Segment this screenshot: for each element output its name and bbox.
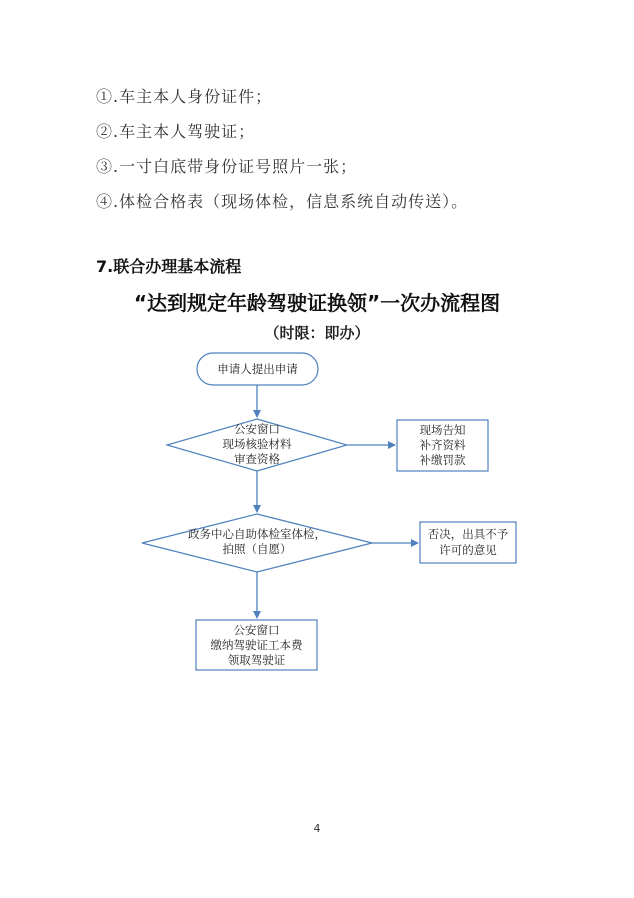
flowchart-title: “达到规定年龄驾驶证换领”一次办流程图 [133,291,501,315]
list-item-drivers-license: ②.车主本人驾驶证； [96,122,256,141]
rejection-box-line-1: 否决，出具不予 [427,527,509,541]
review-decision-line-1: 公安窗口 [234,422,280,436]
issue-license-line-2: 缴纳驾驶证工本费 [210,638,303,652]
rejection-box-line-2: 许可的意见 [439,543,497,557]
supplement-box-line-1: 现场告知 [419,423,466,437]
review-decision-line-2: 现场核验材料 [222,437,292,451]
start-node-text: 申请人提出申请 [217,362,298,376]
exam-decision-line-1: 政务中心自助体检室体检， [188,527,326,541]
list-item-photo: ③.一寸白底带身份证号照片一张； [96,157,358,176]
supplement-box-line-2: 补齐资料 [419,438,466,452]
issue-license-line-3: 领取驾驶证 [227,653,286,667]
time-limit: （时限：即办） [264,324,370,342]
exam-decision-line-2: 拍照（自愿） [222,542,292,556]
section-heading: 7.联合办理基本流程 [96,257,242,276]
list-item-id-card: ①.车主本人身份证件； [96,87,273,106]
list-item-health-form: ④.体检合格表（现场体检，信息系统自动传送）。 [96,192,469,211]
supplement-box-line-3: 补缴罚款 [419,453,466,467]
issue-license-line-1: 公安窗口 [233,623,280,637]
review-decision-line-3: 审查资格 [234,452,280,466]
page-number: 4 [313,822,321,835]
